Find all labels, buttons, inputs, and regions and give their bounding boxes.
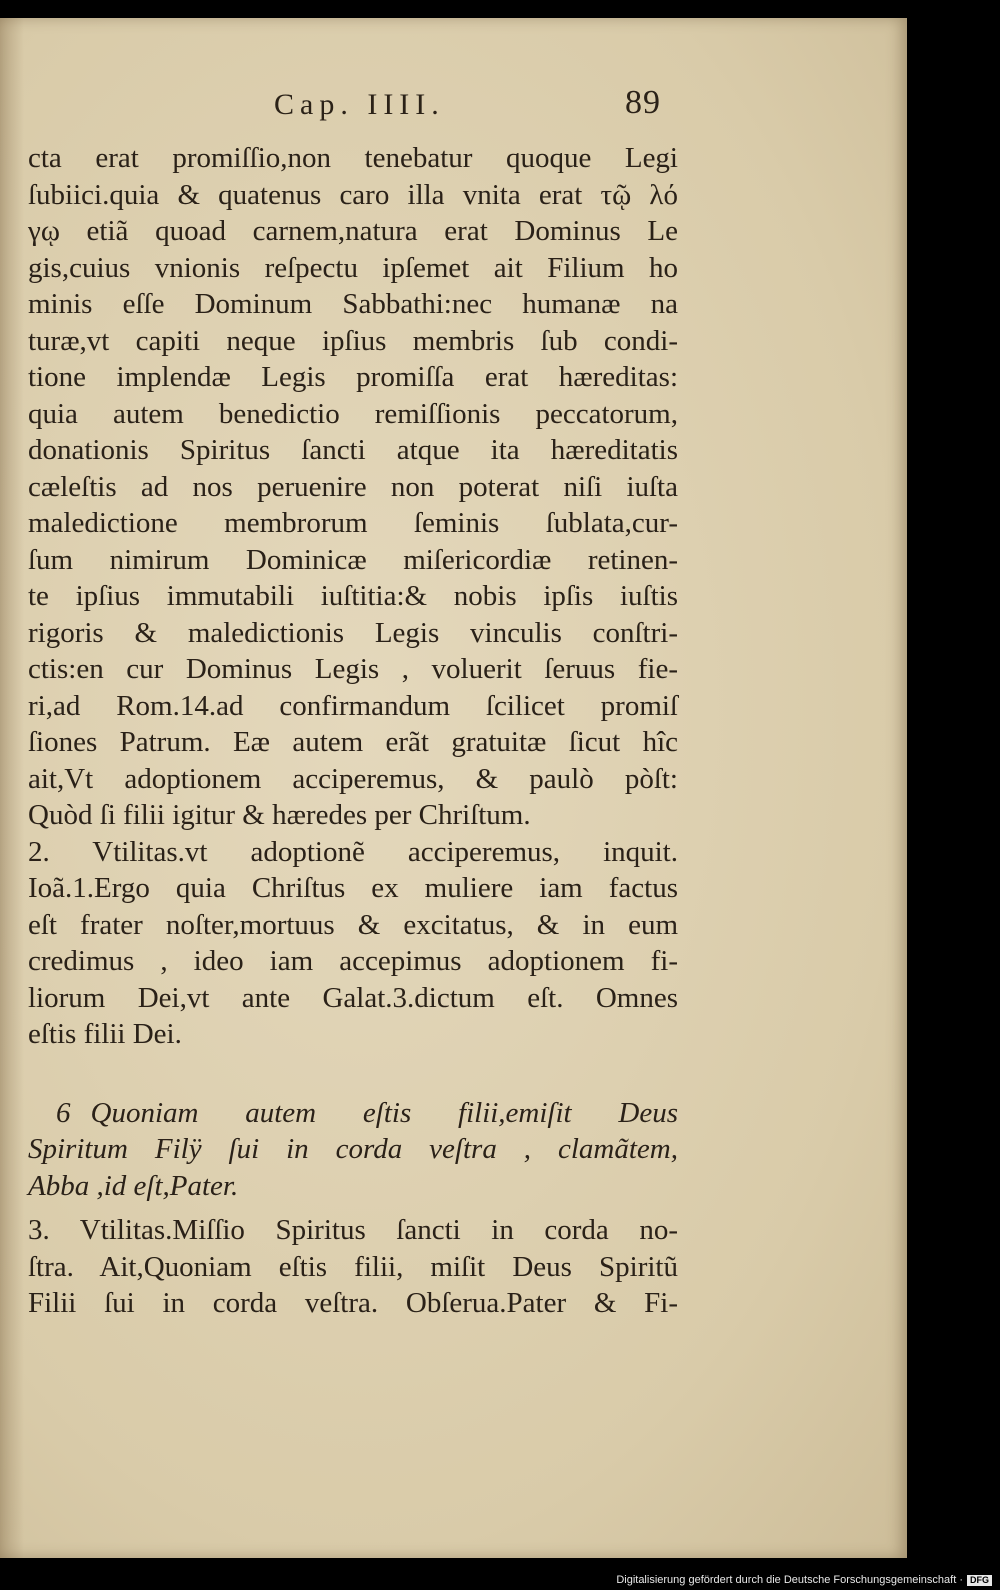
text-line: ctis:en cur Dominus Legis , voluerit ſeruus fie- (28, 653, 678, 685)
verse-number: 6 (56, 1096, 71, 1129)
chapter-heading: Cap. IIII. (274, 88, 445, 121)
paragraph-gap (28, 1053, 678, 1095)
text-block (28, 140, 678, 1322)
text-line: 2. Vtilitas.vt adoptionẽ acciperemus, inquit. (28, 835, 678, 868)
text-line: donationis Spiritus ſancti atque ita hæreditatis (28, 434, 678, 466)
text-line: cta erat promiſſio,non tenebatur quoque Legi (28, 142, 678, 174)
text-line: turæ,vt capiti neque ipſius membris ſub condi- (28, 324, 678, 357)
text-line: ait,Vt adoptionem acciperemus, & paulò pòſt: (28, 762, 678, 795)
verse-line (28, 1095, 678, 1132)
text-line: credimus , ideo iam accepimus adoptionem fi- (28, 945, 678, 977)
text-line: eſtis filii Dei. (28, 1018, 182, 1050)
text-line: Filii ſui in corda veſtra. Obſerua.Pater & Fi- (28, 1287, 678, 1319)
page-number: 89 (625, 84, 661, 121)
text-line: te ipſius immutabili iuſtitia:& nobis ipſis iuſtis (28, 580, 678, 612)
text-line: γῳ etiã quoad carnem,natura erat Dominus Le (28, 215, 678, 247)
book-page (0, 18, 907, 1558)
text-line: liorum Dei,vt ante Galat.3.dictum eſt. Omnes (28, 981, 678, 1014)
text-line: quia autem benedictio remiſſionis peccatorum, (28, 397, 678, 430)
text-line: Ioã.1.Ergo quia Chriſtus ex muliere iam factus (28, 872, 678, 904)
paragraph-gap (28, 1204, 678, 1212)
text-line: maledictione membrorum ſeminis ſublata,cur- (28, 507, 678, 539)
credit-text: Digitalisierung gefördert durch die Deutsche Forschungsgemeinschaft · (616, 1574, 963, 1586)
running-header (270, 80, 670, 130)
verse-line: Spiritum Filÿ ſui in corda veſtra , clamãtem, (28, 1133, 678, 1165)
text-line: ſiones Patrum. Eæ autem erãt gratuitæ ſicut hîc (28, 726, 678, 758)
text-line: ſtra. Ait,Quoniam eſtis filii, miſit Deus Spiritũ (28, 1250, 678, 1283)
digitization-credit (616, 1574, 992, 1586)
page-edge-shadow (0, 18, 24, 1558)
verse-line: Abba ,id eſt,Pater. (28, 1169, 239, 1202)
text-line: cæleſtis ad nos peruenire non poterat niſi iuſta (28, 470, 678, 503)
dfg-logo: DFG (967, 1575, 992, 1586)
text-line: ri,ad Rom.14.ad confirmandum ſcilicet promiſ (28, 689, 678, 722)
text-line: ſum nimirum Dominicæ miſericordiæ retinen- (28, 543, 678, 576)
text-line: 3. Vtilitas.Miſſio Spiritus ſancti in corda no- (28, 1214, 678, 1246)
text-line: rigoris & maledictionis Legis vinculis conſtri- (28, 616, 678, 649)
verse-text: Quoniam autem eſtis filii,emiſit Deus (90, 1096, 678, 1129)
text-line: gis,cuius vnionis reſpectu ipſemet ait Filium ho (28, 251, 678, 284)
text-line: minis eſſe Dominum Sabbathi:nec humanæ na (28, 288, 678, 320)
text-line: tione implendæ Legis promiſſa erat hæreditas: (28, 361, 678, 393)
text-line: ſubiici.quia & quatenus caro illa vnita erat τῷ λό (28, 178, 678, 211)
text-line: Quòd ſi filii igitur & hæredes per Chriſtum. (28, 799, 531, 831)
text-line: eſt frater noſter,mortuus & excitatus, & in eum (28, 908, 678, 941)
